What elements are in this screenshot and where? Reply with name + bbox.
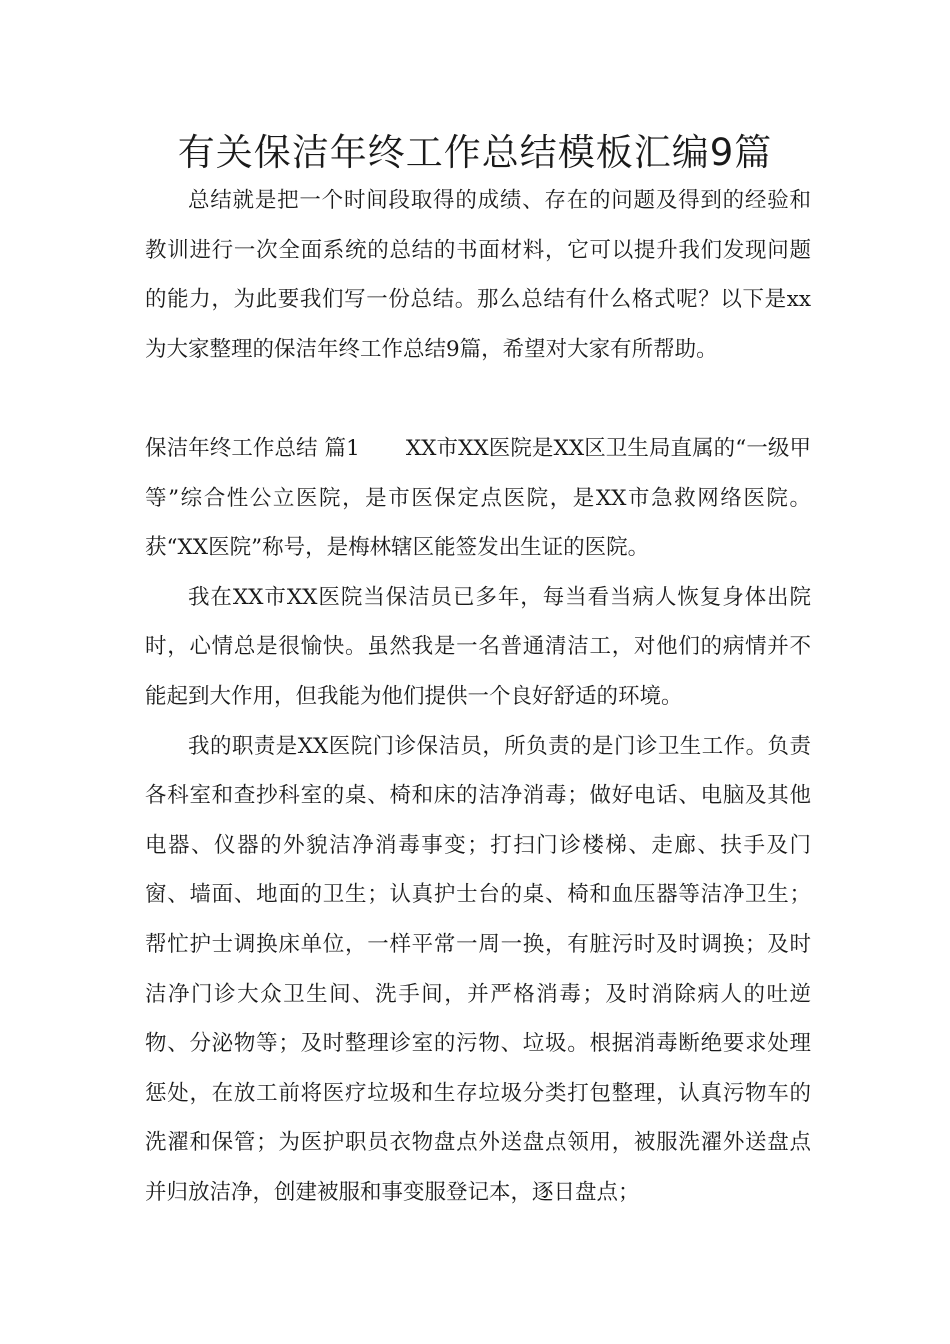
section-1-heading: 保洁年终工作总结 篇1 (145, 435, 360, 461)
section-1-opening (145, 424, 811, 573)
body-paragraph: 我在XX市XX医院当保洁员已多年，每当看当病人恢复身体出院时，心情总是很愉快。虽然我是一名普通清洁工，对他们的病情并不能起到大作用，但我能为他们提供一个良好舒适的环境。 (145, 584, 811, 709)
section-1-first-paragraph: XX市XX医院是XX区卫生局直属的“一级甲等”综合性公立医院，是市医保定点医院，是XX市急救网络医院。获“XX医院”称号，是梅林辖区能签发出生证的医院。 (145, 435, 811, 561)
paragraph-gap (145, 374, 811, 424)
document-title: 有关保洁年终工作总结模板汇编9篇 (177, 131, 773, 174)
document-body (145, 176, 811, 1217)
body-paragraph: 我的职责是XX医院门诊保洁员，所负责的是门诊卫生工作。负责各科室和查抄科室的桌、椅和床的洁净消毒；做好电话、电脑及其他电器、仪器的外貌洁净消毒事变；打扫门诊楼梯、走廊、扶手及门窗、墙面、地面的卫生；认真护士台的桌、椅和血压器等洁净卫生；帮忙护士调换床单位，一样平常一周一换，有脏污时及时调换；及时洁净门诊大众卫生间、洗手间，并严格消毒；及时消除病人的吐逆物、分泌物等；及时整理诊室的污物、垃圾。根据消毒断绝要求处理惩处，在放工前将医疗垃圾和生存垃圾分类打包整理，认真污物车的洗濯和保管；为医护职员衣物盘点外送盘点领用，被服洗濯外送盘点并归放洁净，创建被服和事变服登记本，逐日盘点； (145, 733, 811, 1205)
intro-paragraph: 总结就是把一个时间段取得的成绩、存在的问题及得到的经验和教训进行一次全面系统的总结的书面材料，它可以提升我们发现问题的能力，为此要我们写一份总结。那么总结有什么格式呢？以下是xx为大家整理的保洁年终工作总结9篇，希望对大家有所帮助。 (145, 188, 811, 362)
